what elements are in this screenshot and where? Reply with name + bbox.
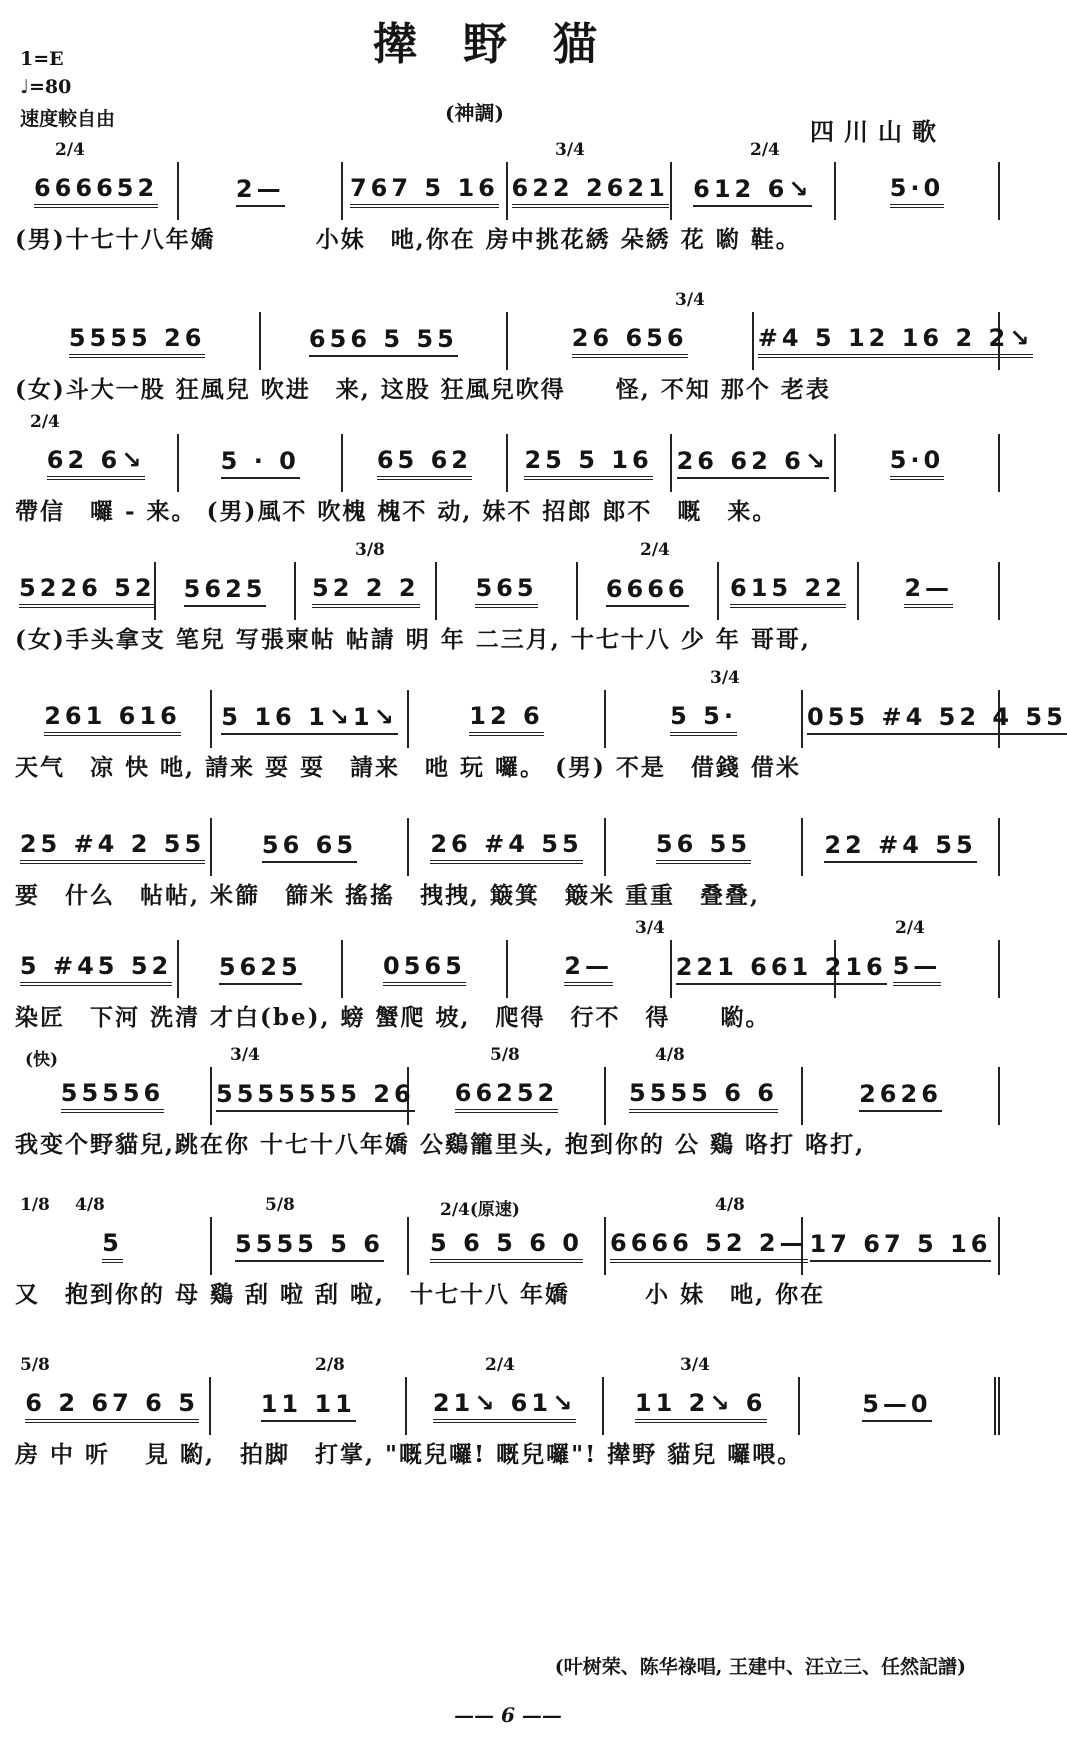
notes-row (15, 434, 1000, 492)
measure (672, 162, 836, 220)
measure (261, 312, 507, 370)
notes-row (15, 690, 1067, 748)
score-system (15, 140, 1000, 260)
measure-notes: 5·0 (890, 174, 945, 208)
measure-notes: 5 #45 52 (20, 952, 172, 986)
measure (859, 562, 1000, 620)
measure (836, 162, 1000, 220)
measure-notes: 26 62 6↘ (677, 447, 829, 479)
time-signatures (15, 412, 1000, 434)
measure-notes: 5 · 0 (221, 447, 300, 479)
time-signature: 2/4 (30, 412, 60, 432)
measure (409, 818, 606, 876)
time-signature: 3/4 (680, 1355, 710, 1375)
measure (179, 162, 343, 220)
measure-notes: #4 5 12 16 2 2↘ (758, 324, 1034, 358)
measure-notes: 5555 5 6 (235, 1230, 384, 1262)
notes-row (15, 818, 1000, 876)
score-system (15, 540, 1000, 660)
page-number: —— 6 —— (454, 1703, 562, 1727)
time-signature: 3/8 (355, 540, 385, 560)
measure (606, 690, 803, 748)
measure-notes: 261 616 (44, 702, 181, 736)
measure-notes: 6666 52 2— (610, 1229, 808, 1263)
measure (803, 1067, 1000, 1125)
score-system (15, 1355, 1000, 1475)
measure (604, 1377, 800, 1435)
measure-notes: 52 2 2 (312, 574, 420, 608)
notes-row (15, 162, 1000, 220)
lyric-line: (女)斗大一股 狂風兒 吹进 来, 这股 狂風兒吹得 怪, 不知 那个 老表 (15, 376, 831, 403)
measure (15, 1377, 211, 1435)
measure (437, 562, 578, 620)
notes-row (15, 1217, 1000, 1275)
measure-notes: 622 2621 (512, 174, 669, 208)
measure (754, 312, 1034, 370)
measure (803, 1217, 1000, 1275)
lyric-line: 要 什么 帖帖, 米篩 篩米 搖搖 拽拽, 簸箕 簸米 重重 叠叠, (15, 882, 761, 909)
notes-row (15, 312, 1034, 370)
measure-notes: 56 65 (262, 831, 357, 863)
notes-row (15, 1377, 1000, 1435)
measure (343, 434, 507, 492)
time-signature: 2/8 (315, 1355, 345, 1375)
measure (719, 562, 860, 620)
score-system (15, 1045, 1000, 1165)
measure (606, 818, 803, 876)
credit-line: (叶树荣、陈华祿唱, 王建中、汪立三、任然記譜) (554, 1656, 966, 1678)
measure (212, 1067, 415, 1125)
lyric-line: (女)手头拿支 笔兒 写張柬帖 帖請 明 年 二三月, 十七十八 少 年 哥哥, (15, 626, 811, 653)
measure-notes: 26 #4 55 (430, 830, 582, 864)
measure-notes: 5625 (219, 953, 302, 985)
measure (296, 562, 437, 620)
measure-notes: 5555 26 (69, 324, 206, 358)
time-signatures (15, 290, 1000, 312)
measure (212, 818, 409, 876)
measure-notes: 5 5· (670, 702, 737, 736)
measure (508, 434, 672, 492)
measure-notes: 767 5 16 (350, 174, 499, 208)
measure (179, 940, 343, 998)
time-signature: 5/8 (265, 1195, 295, 1215)
time-signature: 3/4 (555, 140, 585, 160)
measure (15, 818, 212, 876)
key-signature: 1=E (20, 48, 64, 70)
score-system (15, 1195, 1000, 1315)
time-signature: 1/8 (20, 1195, 50, 1215)
measure (212, 690, 409, 748)
measure (508, 312, 754, 370)
time-signatures (15, 1195, 1000, 1220)
measure (508, 162, 672, 220)
region-label: 四川山歌 (810, 117, 946, 146)
measure-notes: 25 #4 2 55 (20, 830, 205, 864)
measure (212, 1217, 409, 1275)
notes-row (15, 562, 1000, 620)
measure-notes: 12 6 (469, 702, 543, 736)
notes-row (15, 1067, 1000, 1125)
time-signature: 3/4 (675, 290, 705, 310)
measure (606, 1217, 808, 1275)
measure-notes: 5— (893, 952, 942, 986)
measure-notes: 17 67 5 16 (810, 1230, 992, 1262)
measure-notes: 5·0 (890, 446, 945, 480)
lyric-line: 房 中 听 見 喲, 拍脚 打掌, "嘅兒囉! 嘅兒囉"! 撵野 貓兒 囉喂。 (15, 1441, 803, 1468)
measure (407, 1377, 603, 1435)
measure-notes: 21↘ 61↘ (433, 1389, 576, 1423)
notes-row (15, 940, 1000, 998)
measure-notes: 0565 (383, 952, 466, 986)
measure (578, 562, 719, 620)
time-signatures (15, 796, 1000, 818)
measure (15, 162, 179, 220)
measure-notes: 6 2 67 6 5 (25, 1389, 199, 1423)
score-system (15, 918, 1000, 1038)
lyric-line: 我变个野貓兒,跳在你 十七十八年嬌 公鷄籠里头, 抱到你的 公 鷄 咯打 咯打, (15, 1131, 866, 1158)
measure (15, 312, 261, 370)
measure-notes: 5 16 1↘1↘ (221, 703, 397, 735)
measure (15, 1217, 212, 1275)
measure-notes: 2626 (859, 1080, 942, 1112)
time-signature: 2/4(原速) (440, 1200, 520, 1220)
measure-notes: 5625 (184, 575, 267, 607)
time-signature: 2/4 (55, 140, 85, 160)
lyric-line: 帶信 囉 - 来。 (男)風不 吹槐 槐不 动, 妹不 招郎 郎不 嘅 来。 (15, 498, 778, 525)
time-signature: 2/4 (485, 1355, 515, 1375)
measure (803, 818, 1000, 876)
measure-notes: 2— (236, 175, 285, 207)
score-system (15, 796, 1000, 916)
measure-notes: 565 (475, 574, 537, 608)
time-signature: 2/4 (640, 540, 670, 560)
score-system (15, 290, 1034, 410)
lyric-line: (男)十七十八年嬌 小妹 吔,你在 房中挑花綉 朵綉 花 喲 鞋。 (15, 226, 801, 253)
measure-notes: 22 #4 55 (824, 831, 976, 863)
time-signatures (15, 668, 1000, 690)
time-signatures (15, 1355, 1000, 1377)
measure (179, 434, 343, 492)
measure-notes: 615 22 (730, 574, 846, 608)
measure-notes: 612 6↘ (693, 175, 812, 207)
time-signatures (15, 918, 1000, 940)
measure (15, 940, 179, 998)
time-signature: 4/8 (655, 1045, 685, 1065)
measure-notes: 656 5 55 (309, 325, 458, 357)
measure-notes: 5226 52 (19, 574, 156, 608)
measure (211, 1377, 407, 1435)
lyric-line: 天气 凉 快 吔, 請来 耍 耍 請来 吔 玩 囉。 (男) 不是 借錢 借米 (15, 754, 801, 781)
measure (15, 690, 212, 748)
measure-notes: 5 (102, 1229, 123, 1263)
measure (803, 690, 1067, 748)
time-signature: (快) (25, 1050, 59, 1070)
measure-notes: 666652 (34, 174, 158, 208)
score-system (15, 412, 1000, 532)
time-signatures (15, 1045, 1000, 1070)
measure-notes: 221 661 216 (676, 953, 887, 985)
measure (343, 940, 507, 998)
measure-notes: 5555 6 6 (629, 1079, 778, 1113)
tempo-description: 速度較自由 (20, 108, 116, 130)
measure-notes: 2— (564, 952, 613, 986)
measure-notes: 5 6 5 6 0 (430, 1229, 583, 1263)
measure (606, 1067, 803, 1125)
measure-notes: 65 62 (377, 446, 472, 480)
measure-notes: 55556 (61, 1079, 165, 1113)
measure (15, 434, 179, 492)
time-signature: 4/8 (75, 1195, 105, 1215)
measure (800, 1377, 1000, 1435)
measure (672, 434, 836, 492)
lyric-line: 染匠 下河 洗清 才白(be), 螃 蟹爬 坡, 爬得 行不 得 喲。 (15, 1004, 771, 1031)
measure-notes: 6666 (606, 575, 689, 607)
measure (156, 562, 297, 620)
measure (15, 562, 156, 620)
time-signatures (15, 140, 1000, 162)
measure-notes: 2— (904, 574, 953, 608)
time-signature: 3/4 (710, 668, 740, 688)
measure-notes: 66252 (455, 1079, 559, 1113)
measure-notes: 25 5 16 (524, 446, 652, 480)
time-signature: 3/4 (635, 918, 665, 938)
measure (836, 940, 1000, 998)
measure (409, 1217, 606, 1275)
measure-notes: 11 2↘ 6 (635, 1389, 767, 1423)
measure-notes: 055 #4 52 4 55 (807, 703, 1067, 735)
measure (508, 940, 672, 998)
time-signature: 5/8 (490, 1045, 520, 1065)
time-signatures (15, 540, 1000, 562)
measure (409, 1067, 606, 1125)
measure-notes: 26 656 (572, 324, 688, 358)
measure (15, 1067, 212, 1125)
time-signature: 2/4 (895, 918, 925, 938)
lyric-line: 又 抱到你的 母 鷄 刮 啦 刮 啦, 十七十八 年嬌 小 妹 吔, 你在 (15, 1281, 826, 1308)
measure (672, 940, 887, 998)
song-title: 撵野猫 (373, 19, 643, 70)
measure-notes: 62 6↘ (47, 446, 146, 480)
measure-notes: 5—0 (862, 1390, 931, 1422)
measure-notes: 11 11 (261, 1390, 356, 1422)
time-signature: 2/4 (750, 140, 780, 160)
time-signature: 3/4 (230, 1045, 260, 1065)
time-signature: 5/8 (20, 1355, 50, 1375)
score-system (15, 668, 1067, 788)
measure (343, 162, 507, 220)
measure-notes: 5555555 26 (216, 1080, 415, 1112)
measure (409, 690, 606, 748)
measure (836, 434, 1000, 492)
tempo-marking: ♩=80 (20, 76, 72, 98)
time-signature: 4/8 (715, 1195, 745, 1215)
subtitle: (神調) (445, 101, 504, 125)
measure-notes: 56 55 (656, 830, 751, 864)
